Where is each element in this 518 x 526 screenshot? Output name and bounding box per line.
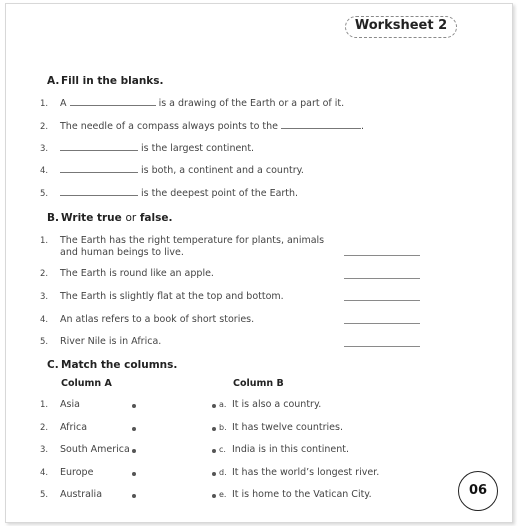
- item-number: 5.: [40, 189, 49, 199]
- item-text-post: is a drawing of the Earth or a part of it.: [158, 98, 345, 109]
- item-text: Australia: [60, 489, 103, 500]
- column-b-header: Column B: [233, 378, 284, 389]
- item-text: Africa: [60, 422, 88, 433]
- answer-line[interactable]: [344, 278, 420, 279]
- column-b-item: [219, 399, 321, 410]
- match-dot-right[interactable]: [212, 472, 216, 476]
- item-number: 4.: [40, 468, 49, 478]
- answer-line[interactable]: [344, 323, 420, 324]
- answer-blank[interactable]: [70, 96, 156, 106]
- item-number: 4.: [40, 315, 49, 325]
- column-a-item: [40, 399, 80, 410]
- column-b-item: [219, 444, 349, 455]
- section-c-letter: C.: [47, 359, 59, 371]
- match-dot-right[interactable]: [212, 404, 216, 408]
- answer-blank[interactable]: [60, 186, 138, 196]
- item-number: 1.: [40, 99, 49, 109]
- item-text-pre: The needle of a compass always points to the: [60, 121, 278, 132]
- item-letter: a.: [219, 400, 227, 409]
- match-dot-left[interactable]: [132, 404, 136, 408]
- match-dot-right[interactable]: [212, 449, 216, 453]
- item-text-post: .: [361, 121, 365, 132]
- fill-blank-item: [40, 163, 304, 176]
- match-dot-left[interactable]: [132, 427, 136, 431]
- match-dot-left[interactable]: [132, 472, 136, 476]
- column-a-item: [40, 467, 93, 478]
- item-text: Asia: [60, 399, 80, 410]
- item-text-post: is the deepest point of the Earth.: [141, 188, 299, 199]
- column-a-item: [40, 422, 87, 433]
- item-letter: b.: [219, 423, 227, 432]
- statement-line-2: and human beings to live.: [60, 247, 184, 258]
- item-text: It is also a country.: [232, 399, 322, 410]
- match-dot-left[interactable]: [132, 494, 136, 498]
- true-false-item: [40, 291, 284, 302]
- match-dot-left[interactable]: [132, 449, 136, 453]
- fill-blank-item: [40, 141, 254, 154]
- item-text: India is in this continent.: [232, 444, 350, 455]
- column-a-item: [40, 489, 102, 500]
- section-b-title-true: true: [96, 212, 122, 224]
- true-false-item: [40, 314, 254, 325]
- item-number: 2.: [40, 122, 49, 132]
- answer-line[interactable]: [344, 346, 420, 347]
- section-b-title-or: or: [125, 212, 137, 224]
- item-letter: c.: [219, 445, 226, 454]
- statement-text: River Nile is in Africa.: [60, 336, 162, 347]
- worksheet-title-badge: [345, 16, 457, 38]
- column-b-item: [219, 422, 343, 433]
- answer-line[interactable]: [344, 255, 420, 256]
- column-b-item: [219, 467, 379, 478]
- item-text: It has the world’s longest river.: [232, 467, 380, 478]
- section-b-title-write: Write: [61, 212, 94, 224]
- fill-blank-item: [40, 186, 298, 199]
- statement-text: An atlas refers to a book of short stories.: [60, 314, 255, 325]
- item-number: 5.: [40, 337, 49, 347]
- fill-blank-item: [40, 96, 344, 109]
- column-a-header: Column A: [61, 378, 112, 389]
- item-text: It is home to the Vatican City.: [232, 489, 372, 500]
- match-dot-right[interactable]: [212, 494, 216, 498]
- answer-line[interactable]: [344, 300, 420, 301]
- item-number: 3.: [40, 144, 49, 154]
- section-a-title: Fill in the blanks.: [61, 75, 164, 87]
- answer-blank[interactable]: [60, 163, 138, 173]
- true-false-item: [40, 268, 214, 279]
- item-text-post: is both, a continent and a country.: [141, 165, 304, 176]
- true-false-item: [40, 336, 161, 347]
- column-b-item: [219, 489, 372, 500]
- item-number: 2.: [40, 423, 49, 433]
- item-letter: d.: [219, 468, 227, 477]
- item-letter: e.: [219, 490, 227, 499]
- match-dot-right[interactable]: [212, 427, 216, 431]
- item-number: 1.: [40, 236, 49, 246]
- item-text: Europe: [60, 467, 94, 478]
- item-number: 5.: [40, 490, 49, 500]
- worksheet-title: Worksheet 2: [354, 18, 448, 33]
- statement-text: The Earth is slightly flat at the top and bottom.: [60, 291, 284, 302]
- fill-blank-item: [40, 119, 364, 132]
- statement-text: The Earth is round like an apple.: [60, 268, 214, 279]
- item-number: 3.: [40, 445, 49, 455]
- section-a-letter: A.: [47, 75, 60, 87]
- item-text: South America: [60, 444, 130, 455]
- section-b-letter: B.: [47, 212, 59, 224]
- section-b-title-false: false.: [139, 212, 173, 224]
- true-false-item: [40, 235, 324, 259]
- item-number: 3.: [40, 292, 49, 302]
- item-text: It has twelve countries.: [232, 422, 343, 433]
- item-number: 4.: [40, 166, 49, 176]
- item-number: 2.: [40, 269, 49, 279]
- answer-blank[interactable]: [281, 119, 361, 129]
- item-number: 1.: [40, 400, 49, 410]
- answer-blank[interactable]: [60, 141, 138, 151]
- item-text-pre: A: [60, 98, 67, 109]
- item-text-post: is the largest continent.: [141, 143, 255, 154]
- page-number: 06: [458, 471, 498, 511]
- section-c-title: Match the columns.: [61, 359, 178, 371]
- column-a-item: [40, 444, 130, 455]
- statement-line-1: The Earth has the right temperature for plants, animals: [60, 235, 325, 246]
